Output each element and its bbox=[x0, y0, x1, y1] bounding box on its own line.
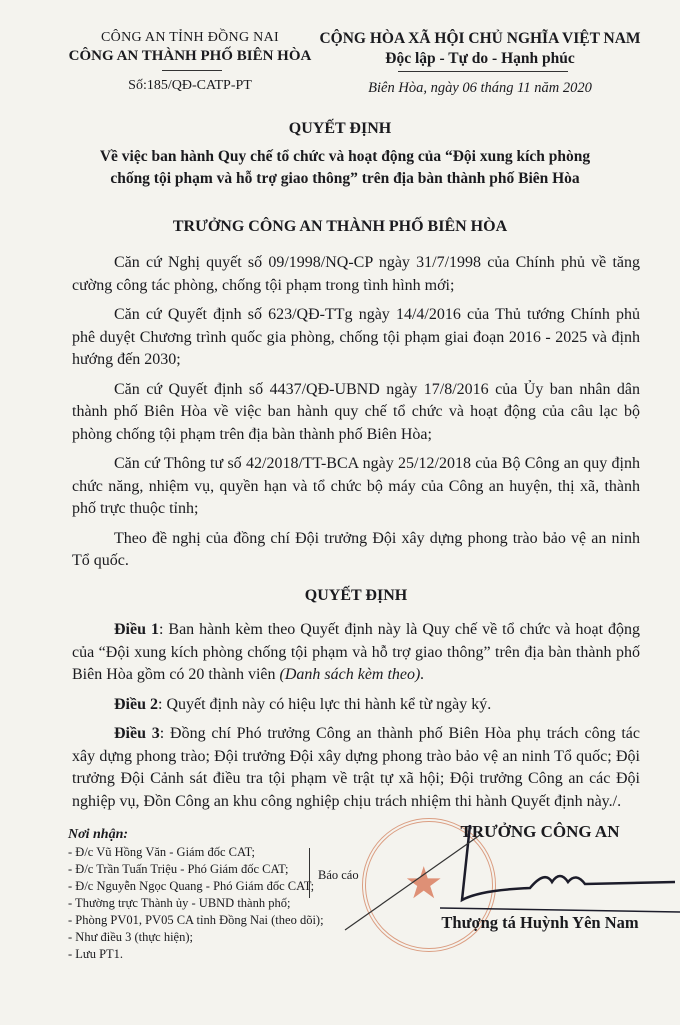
recipient-item: - Như điều 3 (thực hiện); bbox=[68, 930, 193, 944]
article-3 bbox=[72, 723, 640, 813]
subtitle-line: chống tội phạm và hỗ trợ giao thông” trên địa bàn thành phố Biên Hòa bbox=[110, 170, 580, 187]
document-body bbox=[72, 252, 640, 820]
star-icon: ★ bbox=[404, 859, 444, 908]
basis-paragraph: Căn cứ Thông tư số 42/2018/TT-BCA ngày 25/12/2018 của Bộ Công an quy định chức năng, nhiệm vụ, quyền hạn và tổ chức bộ máy của Công an huyện, thị xã, thành phố trực thuộc tỉnh; bbox=[72, 455, 640, 517]
article-text: : Đồng chí Phó trưởng Công an thành phố Biên Hòa phụ trách công tác xây dựng phong trào; Đội trưởng Đội xây dựng phong trào bảo vệ an ninh Tổ quốc; Đội trưởng Đội Cảnh sát điều tra tội phạm về trật tự xã hội; Đội trưởng Công an các Đội nghiệp vụ, Đồn Công an khu công nghiệp chịu trách nhiệm thi hành Quyết định này./. bbox=[72, 725, 640, 810]
article-label: Điều 2 bbox=[114, 695, 158, 713]
nation-name: CỘNG HÒA XÃ HỘI CHỦ NGHĨA VIỆT NAM bbox=[319, 30, 641, 47]
national-motto: Độc lập - Tự do - Hạnh phúc bbox=[385, 50, 575, 67]
article-label: Điều 3 bbox=[114, 725, 160, 742]
article-note: (Danh sách kèm theo). bbox=[279, 666, 425, 683]
issuing-authority: TRƯỞNG CÔNG AN THÀNH PHỐ BIÊN HÒA bbox=[172, 218, 508, 235]
recipient-item: - Đ/c Trần Tuấn Triệu - Phó Giám đốc CAT; bbox=[68, 862, 289, 876]
article-text: : Quyết định này có hiệu lực thi hành kể từ ngày ký. bbox=[158, 695, 492, 713]
divider bbox=[162, 70, 222, 71]
recipient-item: - Đ/c Nguyễn Ngọc Quang - Phó Giám đốc CAT; bbox=[68, 879, 315, 893]
subtitle-line: Về việc ban hành Quy chế tổ chức và hoạt động của “Đội xung kích phòng bbox=[99, 148, 591, 165]
place-date: Biên Hòa, ngày 06 tháng 11 năm 2020 bbox=[368, 80, 592, 96]
agency-name: CÔNG AN THÀNH PHỐ BIÊN HÒA bbox=[68, 48, 312, 64]
decision-heading: QUYẾT ĐỊNH bbox=[304, 586, 408, 604]
recipient-item: - Thường trực Thành ủy - UBND thành phố; bbox=[68, 896, 291, 910]
recipient-item: - Đ/c Vũ Hồng Văn - Giám đốc CAT; bbox=[68, 845, 256, 859]
article-2 bbox=[72, 694, 640, 717]
recipients-heading: Nơi nhận: bbox=[68, 827, 129, 842]
recipient-item: - Lưu PT1. bbox=[68, 947, 124, 961]
basis-paragraph: Căn cứ Nghị quyết số 09/1998/NQ-CP ngày 31/7/1998 của Chính phủ về tăng cường công tác phòng, chống tội phạm trong tình hình mới; bbox=[72, 254, 640, 294]
document-subtitle bbox=[40, 146, 650, 190]
agency-parent: CÔNG AN TỈNH ĐỒNG NAI bbox=[101, 30, 279, 45]
bracket-line bbox=[309, 848, 310, 898]
document-title: QUYẾT ĐỊNH bbox=[288, 120, 392, 137]
signatory-name: Thượng tá Huỳnh Yên Nam bbox=[441, 913, 639, 932]
basis-paragraph: Căn cứ Quyết định số 4437/QĐ-UBND ngày 17/8/2016 của Ủy ban nhân dân thành phố Biên Hòa về việc ban hành quy chế tổ chức và hoạt động của câu lạc bộ phòng chống tội phạm trên địa bàn thành phố Biên Hòa; bbox=[72, 380, 640, 443]
proposal-paragraph: Theo đề nghị của đồng chí Đội trưởng Đội xây dựng phong trào bảo vệ an ninh Tổ quốc. bbox=[72, 529, 640, 569]
report-note: Báo cáo bbox=[318, 868, 359, 882]
recipient-item: - Phòng PV01, PV05 CA tỉnh Đồng Nai (theo dõi); bbox=[68, 913, 324, 927]
article-label: Điều 1 bbox=[114, 621, 159, 638]
signatory-position: TRƯỞNG CÔNG AN bbox=[460, 822, 620, 841]
document-number: Số:185/QĐ-CATP-PT bbox=[128, 78, 252, 93]
article-1 bbox=[72, 619, 640, 687]
basis-paragraph: Căn cứ Quyết định số 623/QĐ-TTg ngày 14/4/2016 của Thủ tướng Chính phủ phê duyệt Chương trình quốc gia phòng, chống tội phạm giai đoạn 2016 - 2025 và định hướng đến 2030; bbox=[72, 306, 640, 368]
article-text: : Ban hành kèm theo Quyết định này là Quy chế về tổ chức và hoạt động của “Đội xung kích phòng chống tội phạm và hỗ trợ giao thông” trên địa bàn thành phố Biên Hòa gồm có 20 thành viên bbox=[72, 621, 641, 683]
recipients-list bbox=[68, 826, 324, 963]
divider bbox=[398, 71, 568, 72]
